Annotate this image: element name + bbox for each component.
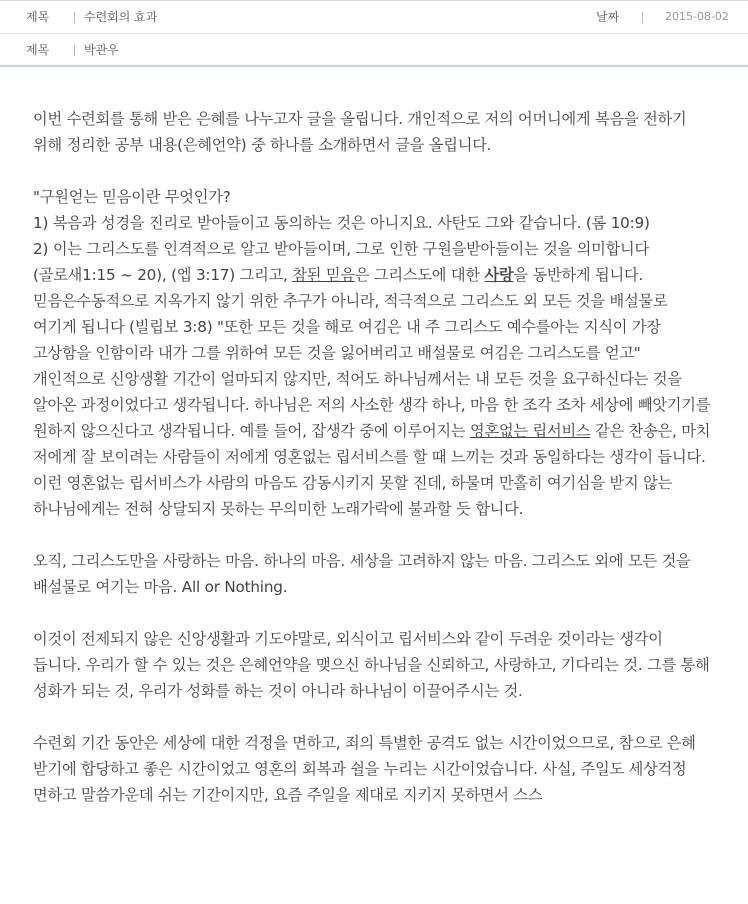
true-faith-underlined: 참된 믿음 [292,266,355,284]
lip-service-underlined: 영혼없는 립서비스 [470,422,591,440]
paragraph-gap [33,704,713,730]
only-christ-paragraph: 오직, 그리스도만을 사랑하는 마음. 하나의 마음. 세상을 고려하지 않는 마음. 그리스도 외에 모든 것을 배설물로 여기는 마음. All or Nothing. [33,552,691,596]
point-two-text-a: 2) 이는 그리스도를 인격적으로 알고 받아들이며, 그로 인한 구원을받아들이는 것을 의미합니다 (골로새1:15 ~ 20), (엡 3:17) 그리고, [33,240,649,284]
retreat-paragraph: 수련회 기간 동안은 세상에 대한 걱정을 면하고, 죄의 특별한 공격도 없는 시간이었으므로, 참으로 은혜 받기에 합당하고 좋은 시간이었고 영혼의 회복과 쉴을 누리는 시간이었습니다. 사실, 주일도 세상걱정 면하고 말씀가운데 쉬는 기간이지만, 요즘 주일을 제대로 지키지 못하면서 스스 [33,734,696,804]
author-label: 제목 [26,43,50,57]
love-underlined: 사랑 [484,266,514,284]
intro-paragraph: 이번 수련회를 통해 받은 은혜를 나누고자 글을 올립니다. 개인적으로 저의 어머니에게 복음을 전하기 위해 정리한 공부 내용(은혜언약) 중 하나를 소개하면서 글을 올립니다. [33,110,687,154]
title-label: 제목 [26,10,50,24]
post-meta-table [0,0,748,67]
point-two-text-b: 은 그리스도에 대한 [354,266,485,284]
personal-paragraph [33,366,713,522]
paragraph-gap [33,600,713,626]
personal-text-a: 개인적으로 신앙생활 기간이 얼마되지 않지만, 적어도 하나님께서는 내 모든 것을 요구하신다는 것을 알아온 과정이었다고 생각됩니다. 하나님은 저의 사소한 생각 하나, 마음 한 조각 조차 세상에 빼앗기기를 원하지 않으신다고 생각됩니다. 예를 들어, 잡생각 중에 이루어지는 [33,370,711,440]
paragraph-gap [33,522,713,548]
post-body [33,106,713,808]
title-separator [74,12,75,23]
author-row [0,34,748,67]
title-row [0,1,748,34]
post-date: 2015-08-02 [665,10,729,23]
point-two [33,236,713,366]
paragraph-gap [33,158,713,184]
post-author: 박관우 [84,43,119,57]
personal-text-b: 같은 찬송은, 마치 저에게 잘 보이려는 사람들이 저에게 영혼없는 립서비스를 할 때 느끼는 것과 동일하다는 생각이 듭니다. 이런 영혼없는 립서비스가 사람의 마음도 감동시키지 못할 진데, 하물며 만홀히 여기심을 받지 않는 하나님에게는 전혀 상달되지 못하는 무의미한 노래가락에 불과할 듯 합니다. [33,422,711,518]
question-title: "구원얻는 믿음이란 무엇인가? [33,188,231,206]
date-separator [642,12,643,23]
author-separator [74,45,75,56]
point-one: 1) 복음과 성경을 진리로 받아들이고 동의하는 것은 아니지요. 사탄도 그와 같습니다. (롬 10:9) [33,214,650,232]
premise-paragraph: 이것이 전제되지 않은 신앙생활과 기도야말로, 외식이고 립서비스와 같이 두려운 것이라는 생각이 듭니다. 우리가 할 수 있는 것은 은혜언약을 맺으신 하나님을 신뢰하고, 사랑하고, 기다리는 것. 그를 통해 성화가 되는 것, 우리가 성화를 하는 것이 아니라 하나님이 이끌어주시는 것. [33,630,710,700]
point-two-text-c: 을 동반하게 됩니다. 믿음은수동적으로 지옥가지 않기 위한 추구가 아니라, 적극적으로 그리스도 외 모든 것을 배설물로 여기게 됩니다 (빌립보 3:8) "또한 모든 것을 해로 여김은 내 주 그리스도 예수를아는 지식이 가장 고상함을 인함이라 내가 그를 위하여 모든 것을 잃어버리고 배설물로 여김은 그리스도를 얻고" [33,266,668,362]
post-title: 수련회의 효과 [84,10,158,24]
date-label: 날짜 [596,10,620,24]
